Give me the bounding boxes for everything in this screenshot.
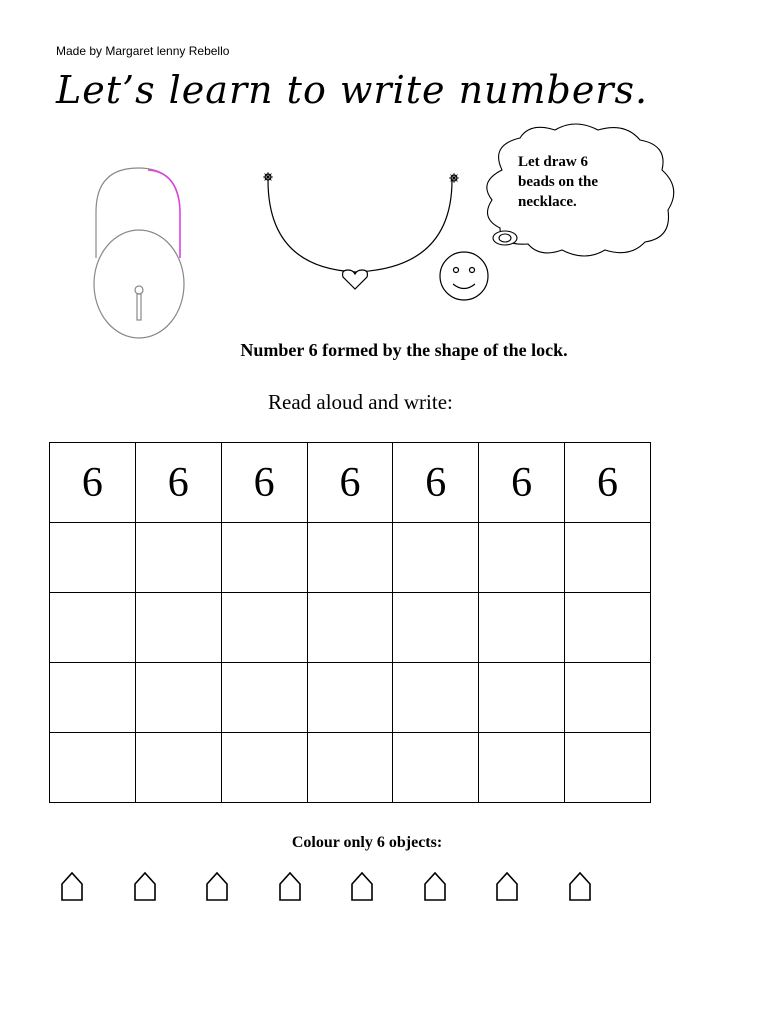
page-title: Let’s learn to write numbers. bbox=[56, 68, 649, 112]
writing-grid bbox=[49, 442, 651, 803]
writing-cell[interactable] bbox=[221, 733, 307, 803]
writing-cell[interactable] bbox=[393, 663, 479, 733]
writing-cell[interactable] bbox=[393, 593, 479, 663]
writing-cell[interactable] bbox=[307, 523, 393, 593]
read-write-instruction: Read aloud and write: bbox=[268, 390, 453, 414]
writing-cell[interactable] bbox=[565, 593, 651, 663]
bubble-line: necklace. bbox=[518, 194, 577, 210]
writing-cell[interactable] bbox=[50, 593, 136, 663]
writing-cell[interactable] bbox=[479, 523, 565, 593]
writing-cell[interactable] bbox=[221, 593, 307, 663]
writing-cell[interactable] bbox=[393, 523, 479, 593]
house-outline-icon[interactable] bbox=[133, 870, 159, 902]
writing-cell[interactable] bbox=[50, 663, 136, 733]
number-cell: 6 bbox=[135, 443, 221, 523]
bubble-line: Let draw 6 bbox=[518, 154, 588, 170]
writing-row bbox=[50, 593, 651, 663]
writing-cell[interactable] bbox=[221, 663, 307, 733]
writing-cell[interactable] bbox=[565, 523, 651, 593]
writing-row bbox=[50, 523, 651, 593]
house-outline-icon[interactable] bbox=[495, 870, 521, 902]
smiley-face-icon bbox=[440, 252, 488, 300]
bubble-line: beads on the bbox=[518, 174, 599, 190]
writing-cell[interactable] bbox=[135, 733, 221, 803]
writing-cell[interactable] bbox=[135, 593, 221, 663]
writing-cell[interactable] bbox=[479, 593, 565, 663]
number-cell: 6 bbox=[307, 443, 393, 523]
number-row bbox=[50, 443, 651, 523]
clasp-right-icon bbox=[449, 173, 459, 183]
writing-cell[interactable] bbox=[393, 733, 479, 803]
clasp-left-icon bbox=[263, 172, 273, 182]
house-outline-icon[interactable] bbox=[568, 870, 594, 902]
house-outline-icon[interactable] bbox=[350, 870, 376, 902]
writing-cell[interactable] bbox=[565, 733, 651, 803]
writing-cell[interactable] bbox=[221, 523, 307, 593]
thought-bubble-text bbox=[518, 152, 628, 212]
number-cell: 6 bbox=[221, 443, 307, 523]
lock-icon bbox=[94, 168, 184, 338]
number-cell: 6 bbox=[565, 443, 651, 523]
house-outline-icon[interactable] bbox=[60, 870, 86, 902]
colouring-objects bbox=[0, 870, 768, 910]
writing-row bbox=[50, 663, 651, 733]
house-outline-icon[interactable] bbox=[205, 870, 231, 902]
number-cell: 6 bbox=[50, 443, 136, 523]
writing-cell[interactable] bbox=[50, 733, 136, 803]
illustrations bbox=[0, 0, 768, 340]
writing-cell[interactable] bbox=[307, 663, 393, 733]
number-cell: 6 bbox=[393, 443, 479, 523]
house-outline-icon[interactable] bbox=[423, 870, 449, 902]
house-outline-icon[interactable] bbox=[278, 870, 304, 902]
writing-cell[interactable] bbox=[565, 663, 651, 733]
writing-cell[interactable] bbox=[135, 663, 221, 733]
writing-cell[interactable] bbox=[135, 523, 221, 593]
author-credit: Made by Margaret lenny Rebello bbox=[56, 44, 230, 58]
lock-caption: Number 6 formed by the shape of the lock. bbox=[240, 340, 568, 360]
number-cell: 6 bbox=[479, 443, 565, 523]
writing-cell[interactable] bbox=[479, 733, 565, 803]
necklace-icon bbox=[263, 172, 459, 289]
heart-pendant-icon bbox=[343, 270, 368, 289]
writing-cell[interactable] bbox=[479, 663, 565, 733]
writing-cell[interactable] bbox=[50, 523, 136, 593]
writing-cell[interactable] bbox=[307, 593, 393, 663]
writing-cell[interactable] bbox=[307, 733, 393, 803]
writing-row bbox=[50, 733, 651, 803]
colour-instruction: Colour only 6 objects: bbox=[291, 834, 443, 851]
